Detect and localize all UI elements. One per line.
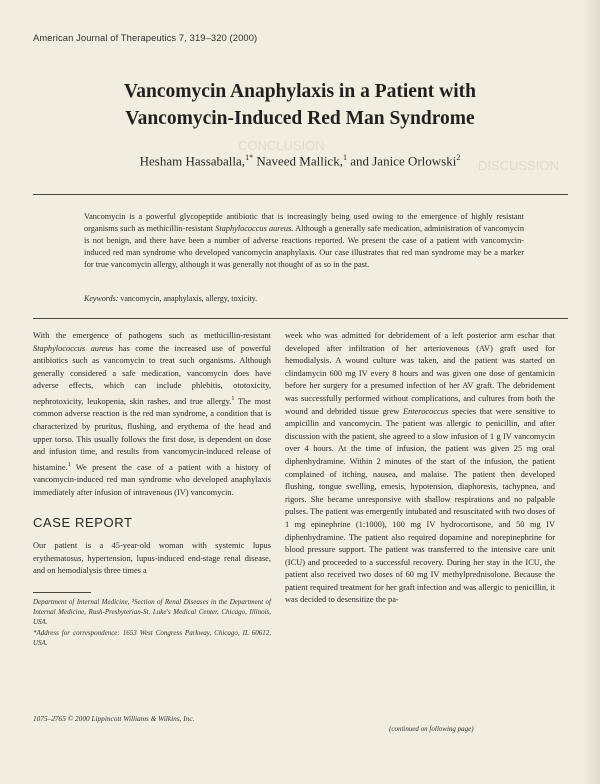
intro-text-d: We present the case of a patient with a history of vancomycin-induced red man syndrome who developed anaphylaxis immediately after infusion of intravenous (IV) vancomycin.	[33, 462, 271, 497]
title-line-2: Vancomycin-Induced Red Man Syndrome	[125, 108, 475, 129]
bleed-through-conclusion: CONCLUSION	[238, 138, 325, 153]
intro-ref-1: 1	[231, 395, 235, 402]
case-report-heading: CASE REPORT	[33, 515, 133, 531]
title-line-1: Vancomycin Anaphylaxis in a Patient with	[124, 81, 476, 102]
page-edge-shadow	[582, 0, 600, 784]
author-list	[50, 153, 550, 169]
abstract-organism: Staphylococcus aureus.	[215, 224, 294, 234]
case-report-continuation	[285, 330, 555, 607]
right-column	[285, 330, 555, 607]
abstract-top-rule	[33, 194, 568, 195]
continued-note: (continued on following page)	[389, 725, 474, 733]
footnotes	[33, 597, 271, 648]
intro-text-a: With the emergence of pathogens such as methicillin-resistant	[33, 331, 271, 340]
copyright-line: 1075–2765 © 2000 Lippincott Williams & Wilkins, Inc.	[33, 714, 195, 723]
case-organism: Enterococcus	[402, 406, 449, 416]
running-head: American Journal of Therapeutics 7, 319–320 (2000)	[33, 32, 258, 43]
footnote-affiliations: Department of Internal Medicine, ²Section of Renal Diseases in the Department of Internal Medicine, Rush-Presbyterian-St. Luke's Medical Center, Chicago, Illinois, USA.	[33, 597, 271, 626]
intro-organism: Staphylococcus aureus	[33, 343, 114, 353]
case-text-1: week who was admitted for debridement of a left posterior arm eschar that developed after infiltration of her arteriovenous (AV) graft used for hemodialysis. A wound culture was taken, and the patient was started on clindamycin 600 mg IV every 8 hours and was given one dose of gentamicin before her surgery for a presumed infection of her AV graft. The debridement was successfully performed without complications, and cultures from both the wound and debrided tissue grew	[285, 331, 555, 416]
author-2-affiliation: 1	[342, 153, 347, 162]
keywords	[84, 294, 524, 303]
intro-ref-2: 1	[67, 461, 71, 468]
intro-paragraph	[33, 330, 271, 499]
intro-text-c: The most common adverse reaction is the red man syndrome, a condition that is characterized by pruritus, flushing, and erythema of the head and upper torso. This usually follows the first dose, is dependent on dose and infusion time, and results from vancomycin-induced release of histamine.	[33, 396, 271, 472]
author-2: Naveed Mallick,	[256, 153, 343, 169]
author-3-affiliation: 2	[456, 153, 461, 162]
footnote-rule	[33, 592, 91, 593]
case-text-2: species that were sensitive to ampicillin and vancomycin. The patient was allergic to penicillin, and after discussion with the patient, she agreed to a slow infusion of 1 g IV vancomycin over 4 hours. At the time of infusion, the patient was given 25 mg oral diphenhydramine. Within 2 minutes of the start of the infusion, the patient complained of itching, nausea, and malaise. The patient then developed flushing, tongue swelling, emesis, hypotension, diaphoresis, tachypnea, and rigors. She became unresponsive with shallow respirations and no palpable pulses. The patient was emergently intubated and resuscitated with two doses of 1 mg epinephrine (1:1000), 100 mg IV hydrocortisone, and 50 mg IV diphenhydramine. The patient also required dopamine and norepinephrine for blood pressure support. The patient was transferred to the intensive care unit (ICU) and proceeded to a successful recovery. During her stay in the ICU, the patient also received two doses of 60 mg IV methylprednisolone. Because the patient required treatment for her graft infection and was allergic to penicillin, it was decided to desensitize the pa-	[285, 406, 556, 605]
keywords-label: Keywords:	[84, 294, 119, 303]
abstract-bottom-rule	[33, 318, 568, 319]
abstract-text-1: Vancomycin is a powerful glycopeptide antibiotic that is increasingly being used owing to the emergence of highly resistant organisms such as methicillin-resistant	[84, 212, 524, 234]
author-1: Hesham Hassaballa,	[139, 153, 246, 169]
author-conjunction: and	[350, 153, 369, 169]
case-report-paragraph: Our patient is a 45-year-old woman with systemic lupus erythematosus, hypertension, lupus-induced end-stage renal disease, and on hemodialysis three times a	[33, 540, 271, 576]
intro-text-b: has come the increased use of powerful antibiotics such as vancomycin to treat such organisms. Although generally considered a safe medication, vancomycin does have adverse effects, which can include phlebitis, ototoxicity, nephrotoxicity, leukopenia, skin rashes, and true allergy.	[33, 343, 271, 406]
left-column	[33, 330, 271, 649]
author-1-affiliation: 1*	[245, 153, 254, 162]
footnote-correspondence: *Address for correspondence: 1653 West Congress Parkway, Chicago, IL 60612, USA.	[33, 628, 271, 647]
article-title	[50, 78, 550, 132]
bleed-through-discussion: DISCUSSION	[478, 158, 559, 173]
author-3: Janice Orlowski	[372, 153, 457, 169]
abstract	[84, 211, 524, 271]
keywords-text: vancomycin, anaphylaxis, allergy, toxicity.	[120, 294, 258, 303]
abstract-text-2: Although a generally safe medication, administration of vancomycin is not benign, and there have been a number of adverse reactions reported. We present the case of a patient with vancomycin-induced red man syndrome who developed vancomycin anaphylaxis. Our case illustrates that red man syndrome may be a marker for true vancomycin allergy, although it was generally not thought of as so in the past.	[84, 224, 524, 270]
